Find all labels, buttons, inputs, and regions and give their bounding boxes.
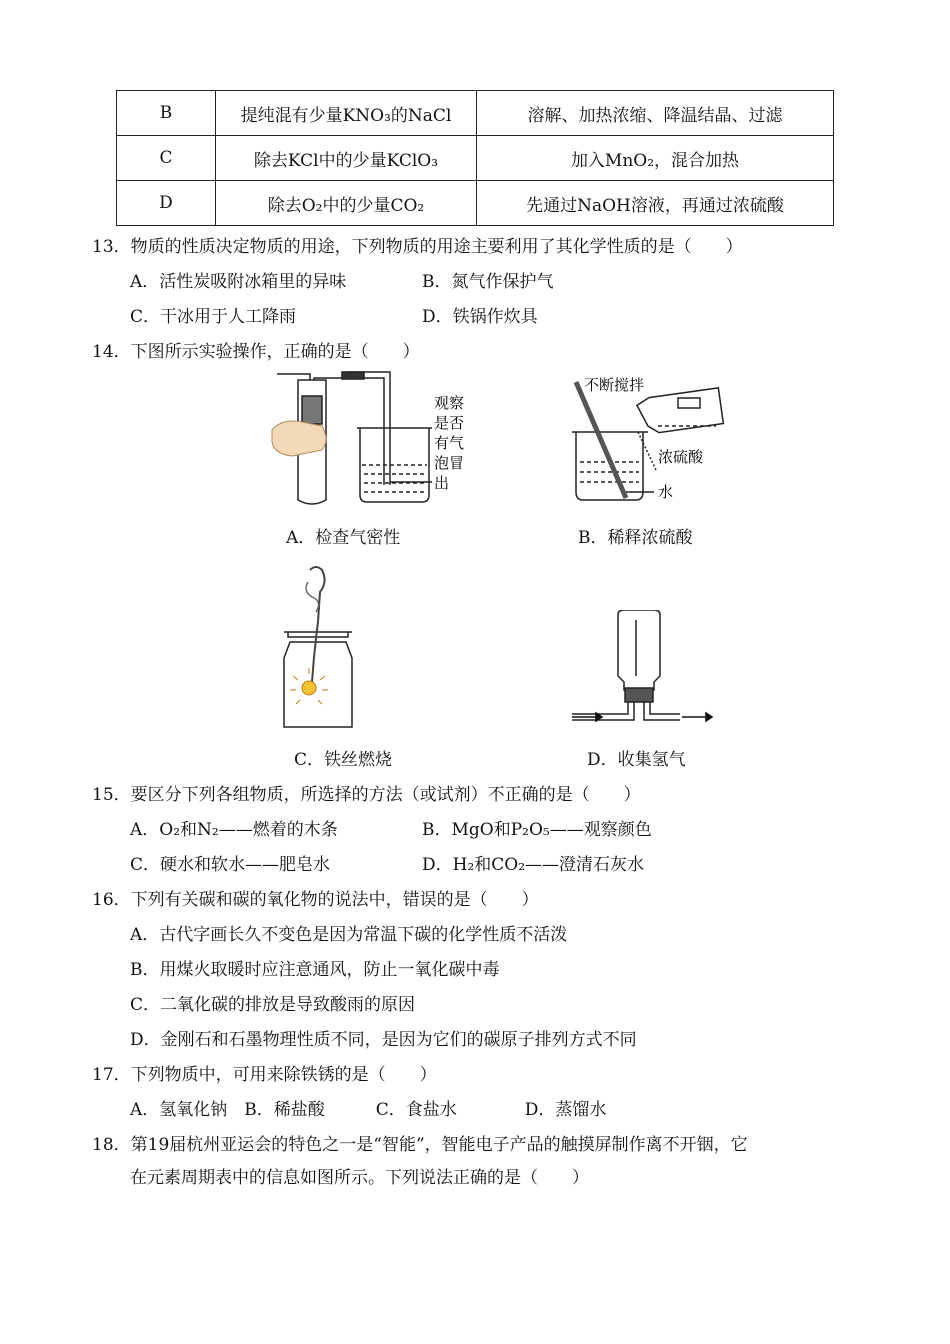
figure-collect-hydrogen	[570, 610, 715, 725]
q15-option-b: B．MgO和P₂O₅——观察颜色	[422, 820, 652, 840]
fig-a-label-line: 有气	[434, 434, 465, 452]
figure-iron-combustion	[278, 562, 358, 734]
table-row	[117, 181, 834, 226]
q15-option-c: C．硬水和软水——肥皂水	[130, 855, 331, 875]
fig-b-acid-label: 浓硫酸	[658, 448, 704, 466]
table-cell-purpose: 除去KCl中的少量KClO₃	[216, 136, 477, 181]
q16-stem: 16．下列有关碳和碳的氧化物的说法中，错误的是（ ）	[92, 890, 539, 910]
figure-dilute-acid	[566, 370, 726, 510]
table-cell-method: 溶解、加热浓缩、降温结晶、过滤	[477, 91, 834, 136]
fig-a-caption: A．检查气密性	[286, 528, 401, 548]
table-cell-purpose: 提纯混有少量KNO₃的NaCl	[216, 91, 477, 136]
table-cell-label: C	[117, 136, 216, 181]
q18-stem-line2: 在元素周期表中的信息如图所示。下列说法正确的是（ ）	[130, 1168, 589, 1188]
fig-b-water-label: 水	[658, 483, 674, 501]
q13-option-c: C．干冰用于人工降雨	[130, 307, 297, 327]
fig-a-label-line: 是否	[434, 414, 465, 432]
q16-option-a: A．古代字画长久不变色是因为常温下碳的化学性质不活泼	[130, 925, 568, 945]
table-cell-method: 加入MnO₂，混合加热	[477, 136, 834, 181]
hand-icon	[272, 421, 326, 456]
q13-option-a: A．活性炭吸附冰箱里的异味	[130, 272, 347, 292]
q17-options: A．氢氧化钠 B．稀盐酸 C．食盐水 D．蒸馏水	[130, 1100, 607, 1120]
fig-b-caption: B．稀释浓硫酸	[578, 528, 693, 548]
table-row	[117, 91, 834, 136]
table-cell-label: D	[117, 181, 216, 226]
spark-icon	[302, 681, 316, 695]
table-cell-label: B	[117, 91, 216, 136]
fig-b-stir-label: 不断搅拌	[584, 376, 645, 394]
fig-d-caption: D．收集氢气	[587, 750, 686, 770]
q16-option-b: B．用煤火取暖时应注意通风，防止一氧化碳中毒	[130, 960, 500, 980]
q13-stem: 13．物质的性质决定物质的用途，下列物质的用途主要利用了其化学性质的是（ ）	[92, 237, 743, 257]
q13-option-d: D．铁锅作炊具	[422, 307, 538, 327]
fig-a-label-line: 泡冒	[434, 454, 465, 472]
q18-stem-line1: 18．第19届杭州亚运会的特色之一是“智能”，智能电子产品的触摸屏制作离不开铟，它	[92, 1135, 748, 1155]
q15-stem: 15．要区分下列各组物质，所选择的方法（或试剂）不正确的是（ ）	[92, 785, 641, 805]
options-table	[116, 90, 834, 226]
table-cell-purpose: 除去O₂中的少量CO₂	[216, 181, 477, 226]
table-row	[117, 136, 834, 181]
fig-c-caption: C．铁丝燃烧	[294, 750, 393, 770]
q15-option-a: A．O₂和N₂——燃着的木条	[130, 820, 338, 840]
fig-a-label-line: 出	[434, 474, 450, 492]
fig-a-label-line: 观察	[434, 394, 465, 412]
q17-stem: 17．下列物质中，可用来除铁锈的是（ ）	[92, 1065, 437, 1085]
q16-option-d: D．金刚石和石墨物理性质不同，是因为它们的碳原子排列方式不同	[130, 1030, 637, 1050]
figure-airtight-check	[262, 370, 482, 510]
q14-stem: 14．下图所示实验操作，正确的是（ ）	[92, 342, 420, 362]
q13-option-b: B．氮气作保护气	[422, 272, 554, 292]
q15-option-d: D．H₂和CO₂——澄清石灰水	[422, 855, 645, 875]
q16-option-c: C．二氧化碳的排放是导致酸雨的原因	[130, 995, 416, 1015]
table-cell-method: 先通过NaOH溶液，再通过浓硫酸	[477, 181, 834, 226]
